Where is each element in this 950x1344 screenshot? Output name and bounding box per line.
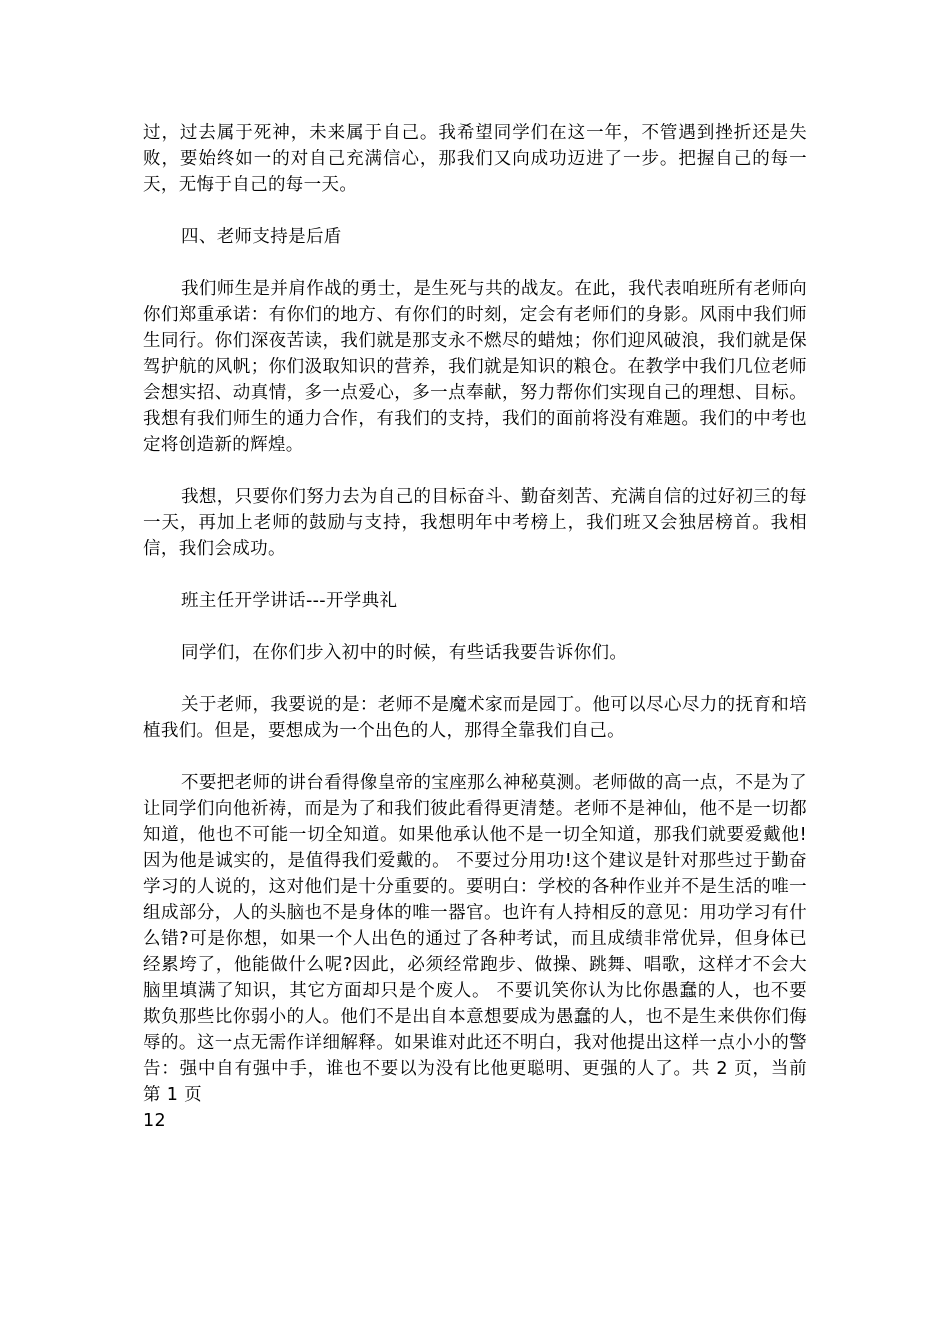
document-body <box>143 120 807 1134</box>
page-number-text: 12 <box>143 1111 166 1131</box>
speech-title: 班主任开学讲话---开学典礼 <box>181 591 398 611</box>
section-heading: 四、老师支持是后盾 <box>181 227 342 247</box>
paragraph-3: 我想，只要你们努力去为自己的目标奋斗、勤奋刻苦、充满自信的过好初三的每一天，再加上老师的鼓励与支持，我想明年中考榜上，我们班又会独居榜首。我相信，我们会成功。 <box>143 487 807 559</box>
paragraph-6: 不要把老师的讲台看得像皇帝的宝座那么神秘莫测。老师做的高一点，不是为了让同学们向他祈祷，而是为了和我们彼此看得更清楚。老师不是神仙，他不是一切都知道，他也不可能一切全知道。如果他承认他不是一切全知道，那我们就要爱戴他!因为他是诚实的，是值得我们爱戴的。 不要过分用功!这个建议是针对那些过于勤奋学习的人说的，这对他们是十分重要的。要明白：学校的各种作业并不是生活的唯一组成部分，人的头脑也不是身体的唯一器官。也许有人持相反的意见：用功学习有什么错?可是你想，如果一个人出色的通过了各种考试，而且成绩非常优异，但身体已经累垮了，他能做什么呢?因此，必须经常跑步、做操、跳舞、唱歌，这样才不会大脑里填满了知识，其它方面却只是个废人。 不要讥笑你认为比你愚蠢的人，也不要欺负那些比你弱小的人。他们不是出自本意想要成为愚蠢的人，也不是生来供你们侮辱的。这一点无需作详细解释。如果谁对此还不明白，我对他提出这样一点小小的警告：强中自有强中手，谁也不要以为没有比他更聪明、更强的人了。共 2 页，当前第 1 页 <box>143 773 808 1105</box>
paragraph-1: 过，过去属于死神，未来属于自己。我希望同学们在这一年，不管遇到挫折还是失败，要始终如一的对自己充满信心，那我们又向成功迈进了一步。把握自己的每一天，无悔于自己的每一天。 <box>143 123 807 195</box>
paragraph-4: 同学们，在你们步入初中的时候，有些话我要告诉你们。 <box>181 643 628 663</box>
paragraph-5: 关于老师，我要说的是：老师不是魔术家而是园丁。他可以尽心尽力的抚育和培植我们。但是，要想成为一个出色的人，那得全靠我们自己。 <box>143 695 807 741</box>
paragraph-2: 我们师生是并肩作战的勇士，是生死与共的战友。在此，我代表咱班所有老师向你们郑重承诺：有你们的地方、有你们的时刻，定会有老师们的身影。风雨中我们师生同行。你们深夜苦读，我们就是那支永不燃尽的蜡烛；你们迎风破浪，我们就是保驾护航的风帆；你们汲取知识的营养，我们就是知识的粮仓。在教学中我们几位老师会想实招、动真情，多一点爱心，多一点奉献，努力帮你们实现自己的理想、目标。我想有我们师生的通力合作，有我们的支持，我们的面前将没有难题。我们的中考也定将创造新的辉煌。 <box>143 279 807 455</box>
